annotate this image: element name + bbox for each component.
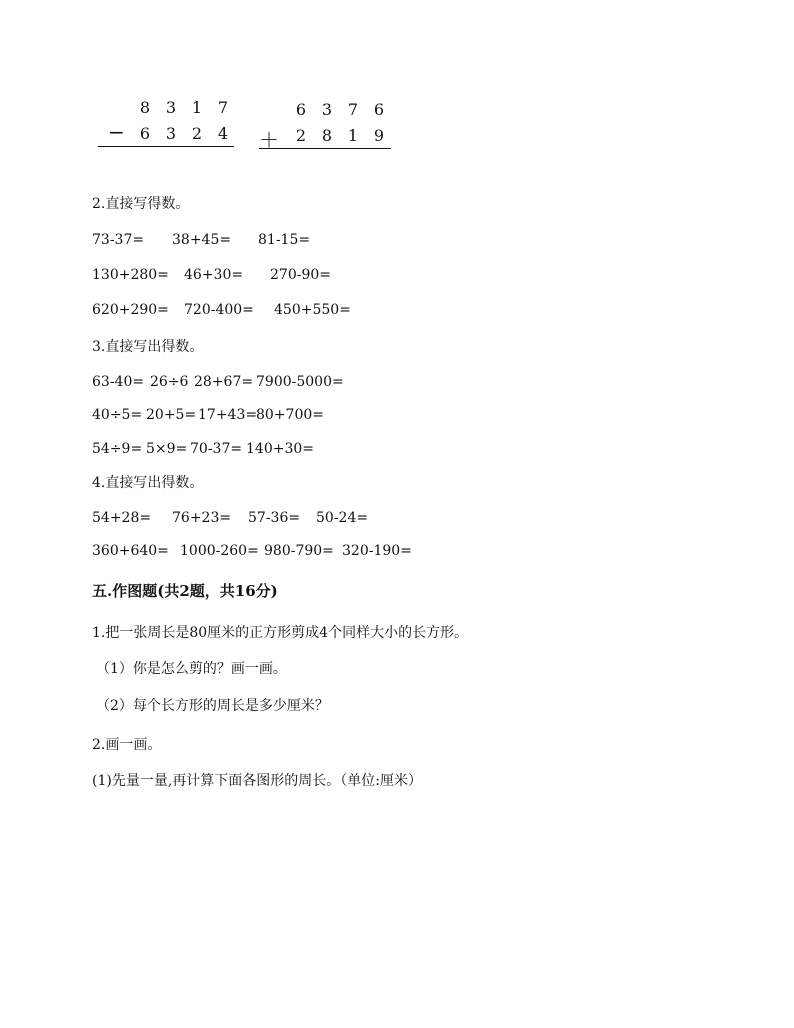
problem: 54÷9= <box>92 441 143 457</box>
problem: 28+67= <box>194 374 254 390</box>
minus-sign: − <box>108 120 125 144</box>
problem: 130+280= <box>92 267 169 283</box>
section-4-row-2 <box>92 542 412 560</box>
question-2-part-1: (1)先量一量,再计算下面各图形的周长。（单位:厘米） <box>92 773 422 789</box>
section-4-row-1 <box>92 509 368 527</box>
problem: 80+700= <box>256 407 324 423</box>
problem: 26÷6 <box>150 374 189 390</box>
section-2-row-2 <box>92 266 331 284</box>
question-1: 1.把一张周长是80厘米的正方形剪成4个同样大小的长方形。 <box>92 625 469 641</box>
vertical-addition <box>259 98 399 158</box>
problem: 620+290= <box>92 302 169 318</box>
problem: 73-37= <box>92 232 145 248</box>
problem: 140+30= <box>246 441 314 457</box>
digit: 1 <box>347 126 359 145</box>
minuend <box>132 98 236 117</box>
digit: 3 <box>321 100 333 119</box>
digit: 7 <box>217 98 229 117</box>
section-2-row-1 <box>92 231 310 249</box>
addend-top <box>288 100 392 119</box>
section-2-title: 2.直接写得数。 <box>92 196 190 212</box>
problem: 980-790= <box>264 543 334 559</box>
problem: 81-15= <box>258 232 311 248</box>
digit: 6 <box>373 100 385 119</box>
problem: 360+640= <box>92 543 169 559</box>
problem: 40÷5= <box>92 407 143 423</box>
digit: 8 <box>139 98 151 117</box>
digit: 1 <box>191 98 203 117</box>
digit: 3 <box>165 98 177 117</box>
problem: 270-90= <box>270 267 331 283</box>
problem: 1000-260= <box>180 543 259 559</box>
section-3-row-2 <box>92 406 324 424</box>
digit: 2 <box>191 124 203 143</box>
section-3-title: 3.直接写出得数。 <box>92 339 204 355</box>
digit: 4 <box>217 124 229 143</box>
problem: 54+28= <box>92 510 152 526</box>
part-5-heading: 五.作图题(共2题，共16分) <box>92 582 278 600</box>
digit: 6 <box>139 124 151 143</box>
digit: 8 <box>321 126 333 145</box>
addend-bottom <box>288 126 392 145</box>
vertical-subtraction <box>98 96 238 156</box>
result-line <box>259 148 391 149</box>
problem: 20+5= <box>146 407 197 423</box>
problem: 70-37= <box>190 441 243 457</box>
section-3-row-3 <box>92 440 314 458</box>
digit: 6 <box>295 100 307 119</box>
question-2: 2.画一画。 <box>92 737 162 753</box>
digit: 9 <box>373 126 385 145</box>
digit: 7 <box>347 100 359 119</box>
section-3-row-1 <box>92 373 344 391</box>
problem: 7900-5000= <box>256 374 344 390</box>
section-2-row-3 <box>92 301 351 319</box>
problem: 720-400= <box>184 302 254 318</box>
problem: 50-24= <box>316 510 369 526</box>
digit: 3 <box>165 124 177 143</box>
digit: 2 <box>295 126 307 145</box>
problem: 5×9= <box>146 441 188 457</box>
problem: 38+45= <box>172 232 232 248</box>
question-1-part-1: （1）你是怎么剪的？画一画。 <box>96 661 287 677</box>
plus-sign: ＋ <box>259 128 279 152</box>
problem: 46+30= <box>184 267 244 283</box>
problem: 63-40= <box>92 374 145 390</box>
subtrahend <box>132 124 236 143</box>
problem: 57-36= <box>248 510 301 526</box>
result-line <box>98 146 234 147</box>
problem: 320-190= <box>342 543 412 559</box>
problem: 17+43= <box>198 407 258 423</box>
problem: 450+550= <box>274 302 351 318</box>
problem: 76+23= <box>172 510 232 526</box>
question-1-part-2: （2）每个长方形的周长是多少厘米？ <box>96 698 329 714</box>
section-4-title: 4.直接写出得数。 <box>92 475 204 491</box>
